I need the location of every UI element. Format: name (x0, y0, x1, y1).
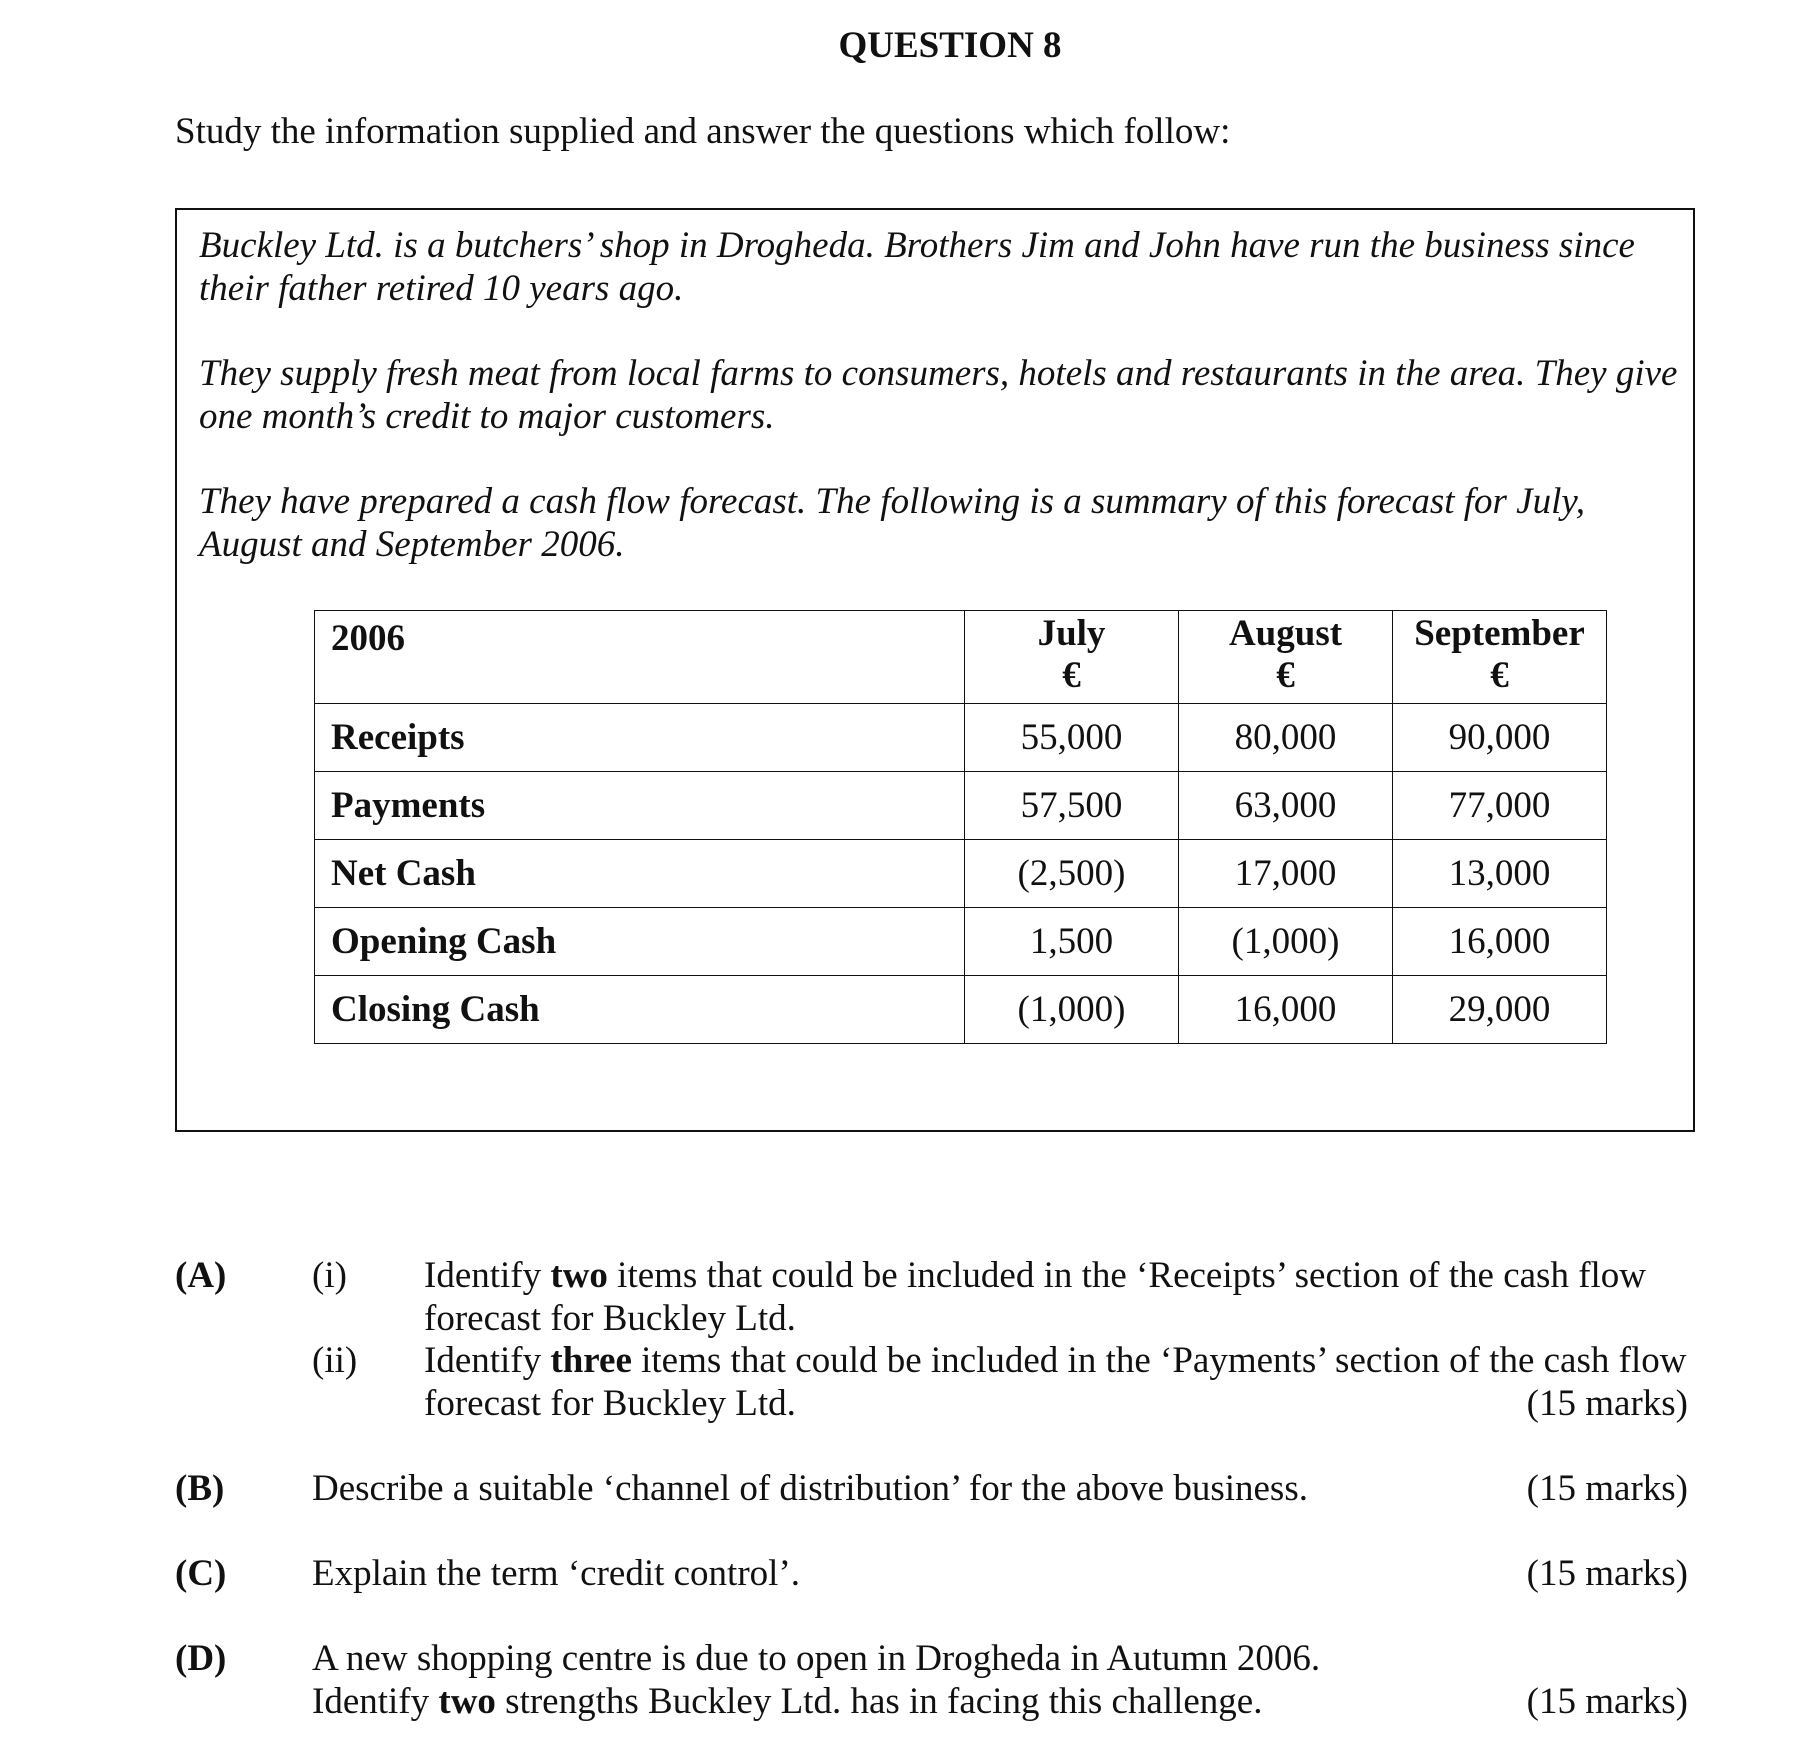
table-cell: (1,000) (1179, 908, 1393, 976)
question-a-i-text (424, 1254, 1704, 1340)
question-a-ii-text (424, 1339, 1704, 1425)
emphasis: three (550, 1340, 632, 1381)
table-row (315, 704, 1607, 772)
question-a-i-number: (i) (312, 1255, 347, 1296)
month-header (1393, 611, 1607, 704)
question-text: Identify (312, 1681, 439, 1722)
question-a-letter: (A) (175, 1255, 227, 1296)
question-b-letter: (B) (175, 1468, 225, 1509)
question-a-ii-number: (ii) (312, 1340, 358, 1381)
table-row (315, 976, 1607, 1044)
currency-symbol: € (1062, 655, 1081, 696)
table-cell: 80,000 (1179, 704, 1393, 772)
row-label: Payments (315, 772, 965, 840)
table-cell: (1,000) (965, 976, 1179, 1044)
month-name: September (1414, 613, 1585, 654)
question-c-text: Explain the term ‘credit control’. (312, 1553, 801, 1594)
table-row (315, 772, 1607, 840)
row-label: Receipts (315, 704, 965, 772)
row-label: Net Cash (315, 840, 965, 908)
question-text: Identify (424, 1255, 551, 1296)
question-d-line1: A new shopping centre is due to open in Drogheda in Autumn 2006. (312, 1638, 1321, 1679)
table-cell: 16,000 (1393, 908, 1607, 976)
question-title: QUESTION 8 (838, 25, 1062, 66)
question-b-text: Describe a suitable ‘channel of distribution’ for the above business. (312, 1468, 1308, 1509)
table-cell: 29,000 (1393, 976, 1607, 1044)
year-header: 2006 (315, 611, 965, 704)
table-cell: 77,000 (1393, 772, 1607, 840)
question-b-marks: (15 marks) (1526, 1468, 1688, 1509)
month-header (965, 611, 1179, 704)
table-header-row (315, 611, 1607, 704)
question-d-letter: (D) (175, 1638, 227, 1679)
question-d-line2 (312, 1680, 1262, 1723)
table-cell: 17,000 (1179, 840, 1393, 908)
emphasis: two (550, 1255, 608, 1296)
row-label: Closing Cash (315, 976, 965, 1044)
question-a-marks: (15 marks) (1526, 1383, 1688, 1424)
question-text: Identify (424, 1340, 551, 1381)
question-c-marks: (15 marks) (1526, 1553, 1688, 1594)
case-paragraph-3: They have prepared a cash flow forecast. The following is a summary of this forecast for July, August and September 2006. (199, 481, 1586, 565)
currency-symbol: € (1490, 655, 1509, 696)
question-text: items that could be included in the ‘Receipts’ section of the cash flow forecast for Buckley Ltd. (424, 1255, 1647, 1339)
question-text: strengths Buckley Ltd. has in facing this challenge. (495, 1681, 1263, 1722)
table-row (315, 840, 1607, 908)
table-cell: 63,000 (1179, 772, 1393, 840)
table-cell: 90,000 (1393, 704, 1607, 772)
case-study-box (175, 208, 1695, 1132)
case-paragraph-1: Buckley Ltd. is a butchers’ shop in Drogheda. Brothers Jim and John have run the business since their father retired 10 years ago. (199, 225, 1635, 309)
month-name: August (1228, 613, 1343, 654)
table-cell: 13,000 (1393, 840, 1607, 908)
month-header (1179, 611, 1393, 704)
emphasis: two (438, 1681, 496, 1722)
table-cell: 16,000 (1179, 976, 1393, 1044)
table-row (315, 908, 1607, 976)
case-paragraph-2: They supply fresh meat from local farms to consumers, hotels and restaurants in the area. They give one month’s credit to major customers. (199, 353, 1678, 437)
cash-flow-table (314, 610, 1607, 1044)
row-label: Opening Cash (315, 908, 965, 976)
currency-symbol: € (1276, 655, 1295, 696)
table-cell: 55,000 (965, 704, 1179, 772)
table-cell: (2,500) (965, 840, 1179, 908)
intro-text: Study the information supplied and answer the questions which follow: (175, 111, 1231, 152)
question-c-letter: (C) (175, 1553, 227, 1594)
question-d-marks: (15 marks) (1526, 1681, 1688, 1722)
month-name: July (1037, 613, 1106, 654)
table-cell: 57,500 (965, 772, 1179, 840)
question-text: items that could be included in the ‘Payments’ section of the cash flow forecast for Buckley Ltd. (424, 1340, 1687, 1424)
table-cell: 1,500 (965, 908, 1179, 976)
